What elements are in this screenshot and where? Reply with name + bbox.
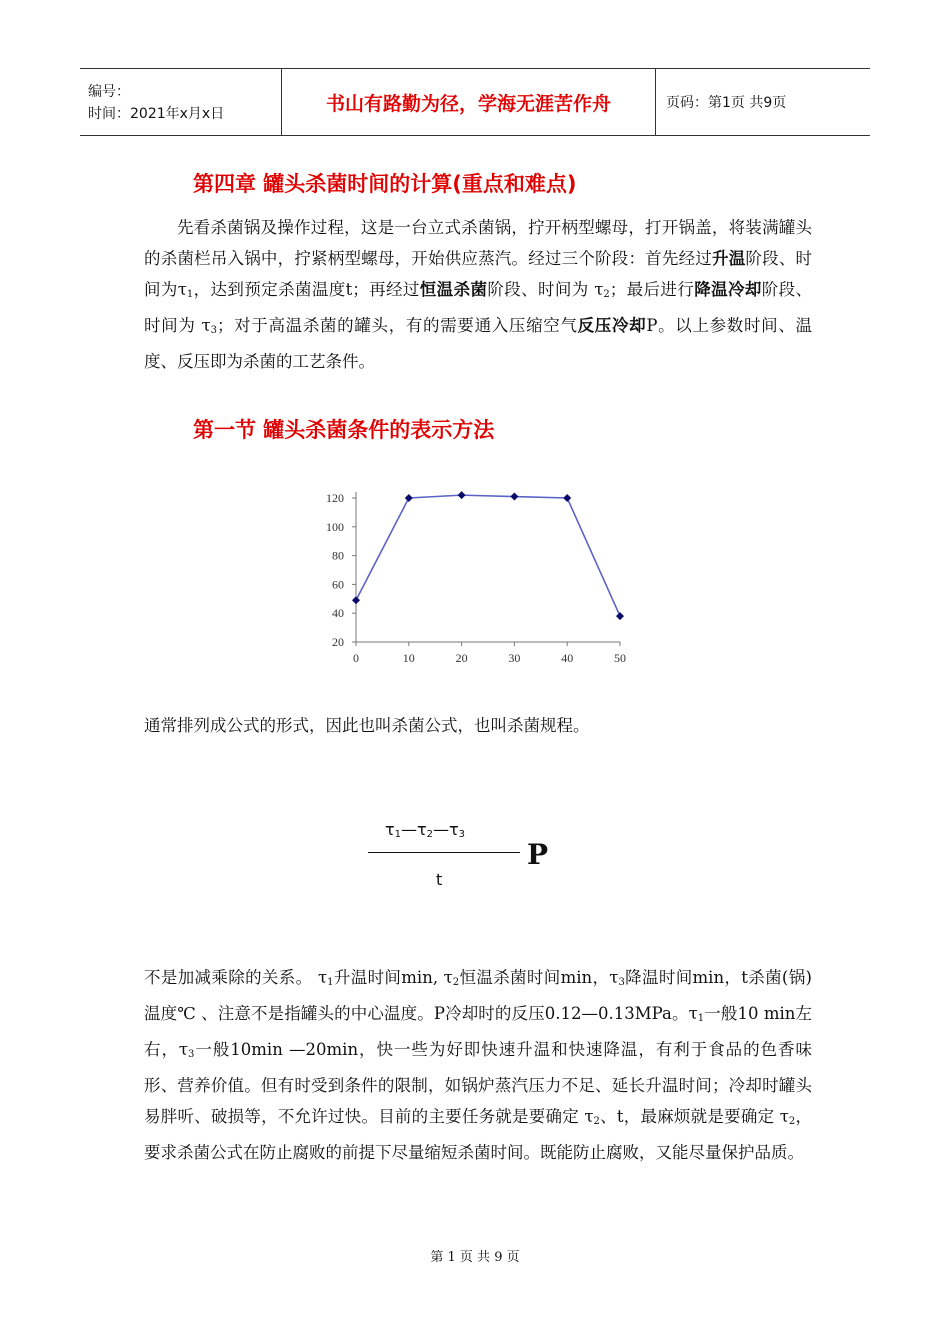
text-run: ，要求杀菌公式在防止腐败的前提下尽量缩短杀菌时间。既能防止腐败，又能尽量保护品质。 bbox=[144, 1107, 813, 1162]
text-run: 阶段、时间为τ bbox=[144, 249, 813, 299]
y-tick-label: 20 bbox=[332, 635, 344, 649]
chapter-title: 第四章 罐头杀菌时间的计算(重点和难点) bbox=[193, 172, 577, 196]
data-point-marker bbox=[405, 494, 413, 502]
subscript: 3 bbox=[188, 1049, 195, 1060]
x-tick-label: 10 bbox=[402, 651, 415, 665]
data-point-marker bbox=[352, 596, 360, 604]
tau-symbol: τ bbox=[449, 820, 459, 839]
subscript: 1 bbox=[186, 289, 194, 300]
header-left-cell bbox=[80, 69, 282, 135]
bold-term-constant-temp: 恒温杀菌 bbox=[419, 280, 488, 299]
subscript: 3 bbox=[458, 829, 466, 840]
text-run: ，达到预定杀菌温度t；再经过 bbox=[193, 280, 420, 299]
text-run: ；最后进行 bbox=[609, 280, 695, 299]
subscript: 1 bbox=[697, 1013, 705, 1024]
formula-numerator bbox=[385, 820, 465, 840]
subscript: 3 bbox=[210, 325, 217, 336]
intro-paragraph bbox=[144, 212, 812, 377]
y-tick-label: 120 bbox=[326, 491, 344, 505]
document-time-label: 时间：2021年x月x日 bbox=[88, 106, 225, 122]
header-table bbox=[80, 68, 870, 136]
sterilization-chart bbox=[318, 482, 638, 672]
subscript: 2 bbox=[452, 977, 460, 988]
data-point-marker bbox=[458, 491, 466, 499]
explanation-paragraph bbox=[144, 962, 812, 1168]
subscript: 1 bbox=[327, 977, 334, 988]
x-tick-label: 20 bbox=[455, 651, 468, 665]
document-number-label: 编号： bbox=[88, 84, 130, 100]
text-run: 不是加减乘除的关系。 τ bbox=[144, 968, 328, 987]
y-tick-label: 60 bbox=[332, 577, 344, 592]
bold-term-heating: 升温 bbox=[711, 249, 746, 268]
text-run: 阶段、时间为 τ bbox=[144, 280, 813, 335]
subscript: 1 bbox=[394, 829, 402, 840]
temperature-series-line bbox=[356, 495, 620, 616]
tau-symbol: τ bbox=[417, 820, 427, 839]
data-point-marker bbox=[616, 612, 624, 620]
dash: — bbox=[401, 820, 418, 839]
page-footer: 第 1 页 共 9 页 bbox=[430, 1250, 520, 1265]
formula-intro-paragraph: 通常排列成公式的形式，因此也叫杀菌公式，也叫杀菌规程。 bbox=[144, 716, 590, 735]
x-tick-label: 40 bbox=[561, 651, 574, 665]
subscript: 2 bbox=[788, 1116, 796, 1127]
text-run: 一般10 min左右，τ bbox=[144, 1004, 812, 1059]
x-tick-label: 50 bbox=[614, 651, 626, 665]
text-run: 一般10min —20min，快一些为好即快速升温和快速降温，有利于食品的色香味形、营养价值。但有时受到条件的限制，如锅炉蒸汽压力不足、延长升温时间；冷却时罐头易胖听、破损等，不允许过快。目前的主要任务就是要确定 τ bbox=[144, 1040, 812, 1126]
subscript: 2 bbox=[593, 1116, 600, 1127]
data-point-marker bbox=[510, 493, 518, 501]
formula-denominator: t bbox=[436, 870, 443, 889]
y-tick-label: 100 bbox=[326, 519, 344, 534]
dash: — bbox=[433, 820, 450, 839]
section-title: 第一节 罐头杀菌条件的表示方法 bbox=[193, 418, 495, 442]
text-run: 降温时间min，t杀菌(锅)温度℃ 、注意不是指罐头的中心温度。P冷却时的反压0.12—0.13MPa。τ bbox=[144, 968, 812, 1023]
subscript: 2 bbox=[603, 289, 610, 300]
y-tick-label: 80 bbox=[332, 548, 344, 563]
formula-fraction-line bbox=[368, 852, 520, 853]
text-run: 、t，最麻烦就是要确定 τ bbox=[599, 1107, 789, 1126]
text-run: 先看杀菌锅及操作过程，这是一台立式杀菌锅，拧开柄型螺母，打开锅盖，将装满罐头的杀菌栏吊入锅中，拧紧柄型螺母，开始供应蒸汽。经过三个阶段：首先经过 bbox=[144, 218, 812, 268]
x-tick-label: 0 bbox=[353, 651, 359, 665]
bold-term-back-pressure: 反压冷却 bbox=[577, 316, 647, 335]
x-tick-label: 30 bbox=[508, 651, 521, 665]
data-point-marker bbox=[563, 494, 571, 502]
bold-term-cooling: 降温冷却 bbox=[694, 280, 762, 299]
tau-symbol: τ bbox=[385, 820, 395, 839]
text-run: 阶段、时间为 τ bbox=[487, 280, 604, 299]
text-run: 升温时间min, τ bbox=[333, 968, 453, 987]
header-motto: 书山有路勤为径，学海无涯苦作舟 bbox=[282, 69, 656, 135]
text-run: P。以上参数时间、温度、反压即为杀菌的工艺条件。 bbox=[144, 316, 813, 371]
y-tick-label: 40 bbox=[332, 606, 344, 621]
text-run: 恒温杀菌时间min，τ bbox=[459, 968, 619, 987]
formula-pressure-symbol: P bbox=[527, 838, 549, 871]
subscript: 3 bbox=[618, 977, 625, 988]
header-page-info: 页码：第1页 共9页 bbox=[666, 95, 787, 111]
subscript: 2 bbox=[426, 829, 434, 840]
text-run: ；对于高温杀菌的罐头，有的需要通入压缩空气 bbox=[216, 316, 578, 335]
